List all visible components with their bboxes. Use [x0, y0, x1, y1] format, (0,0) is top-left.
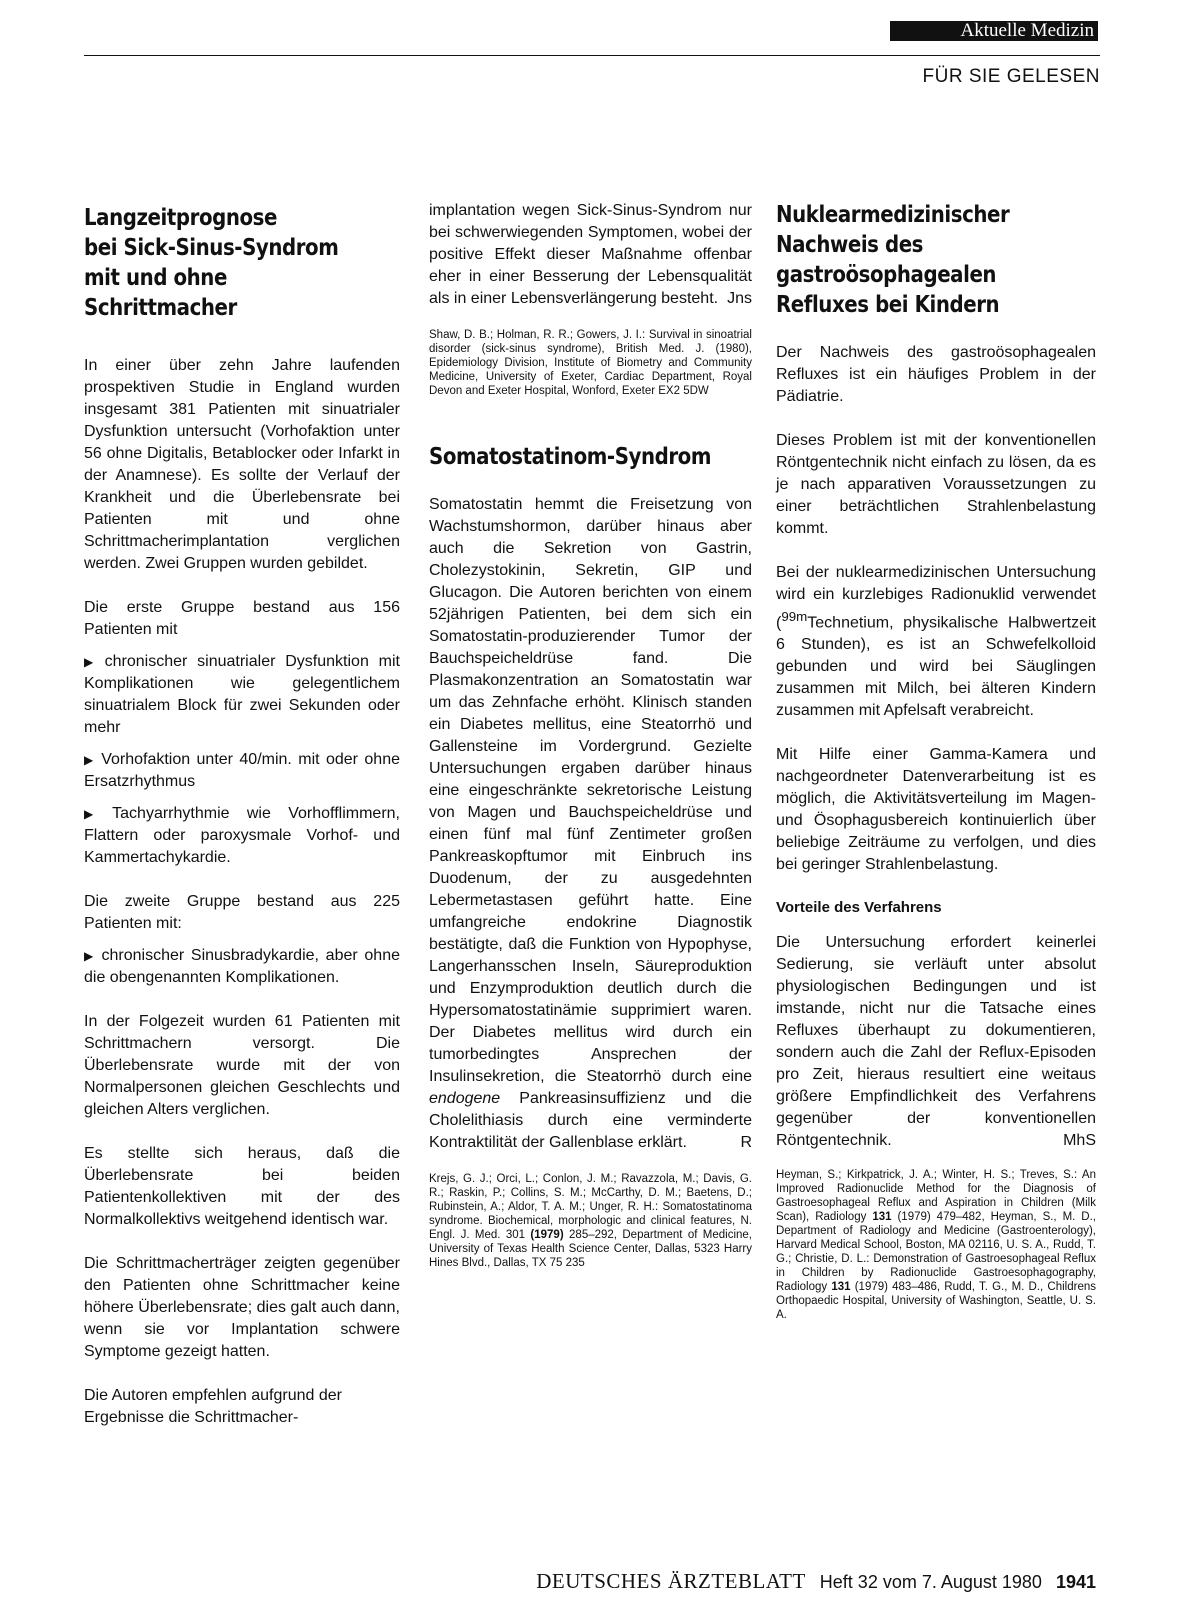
title-line: mit und ohne [84, 265, 227, 291]
article3-title [776, 200, 1051, 320]
article3-reference: Heyman, S.; Kirkpatrick, J. A.; Winter, H. S.; Treves, S.: An Improved Radionuclide Method for the Diagnosis of Gastroesophageal Reflux and Aspiration in Children (Milk Scan), Radiology 131 (1979) 479–482, Heyman, S., M. D., Department of Radiology and Medicine (Gastroenterology), Harvard Medical School, Boston, MA 02116, U. S. A., Rudd, T. G.; Christie, D. L.: Demonstration of Gastroesophageal Reflux in Children by Radionuclide Gastroesophagography, Radiology 131 (1979) 483–486, Rudd, T. G., M. D., Childrens Orthopaedic Hospital, University of Washington, Seattle, U. S. A. [776, 1169, 1097, 1322]
article1-paragraph: Die Schrittmacherträger zeigten gegenüber den Patienten ohne Schrittmacher keine höhere Überlebensrate; dies galt auch dann, wenn sie vor Implantation schwere Symptome gezeigt hatten. [84, 1255, 400, 1360]
issue-info: Heft 32 vom 7. August 1980 [819, 1572, 1042, 1592]
article1-bullet: ▶ Vorhofaktion unter 40/min. mit oder ohne Ersatzrhythmus [84, 751, 401, 790]
article1-paragraph: In der Folgezeit wurden 61 Patienten mit Schrittmachern versorgt. Die Überlebensrate wurde mit der von Normalpersonen gleichen Geschlechts und gleichen Alters verglichen. [84, 1013, 400, 1118]
title-line: bei Sick-Sinus-Syndrom [84, 235, 339, 261]
ref-year: (1979) [530, 1229, 564, 1241]
article1-paragraph: In einer über zehn Jahre laufenden prospektiven Studie in England wurden insgesamt 381 Patienten mit sinuatrialer Dysfunktion untersucht (Vorhofaktion unter 56 ohne Digitalis, Betablocker oder Infarkt in der Anamnese). Es sollte der Verlauf der Krankheit und die Überlebensrate bei Patienten mit und ohne Schrittmacherimplantation verglichen werden. Zwei Gruppen wurden gebildet. [84, 357, 400, 572]
bullet-icon: ▶ [84, 655, 99, 669]
article1-title [84, 203, 356, 323]
column-1 [84, 203, 400, 1429]
article3-signature: MhS [1063, 1132, 1096, 1150]
article1-paragraph: Die zweite Gruppe bestand aus 225 Patienten mit: [84, 893, 400, 932]
article1-bullet: ▶ Tachyarrhythmie wie Vorhofflimmern, Flattern oder paroxysmale Vorhof- und Kammertachykardie. [84, 805, 400, 866]
article3-paragraph: Dieses Problem ist mit der konventionellen Röntgentechnik nicht einfach zu lösen, da es je nach apparativen Voraussetzungen zu einer beträchtlichen Strahlenbelastung kommt. [776, 432, 1096, 537]
title-line: Nuklearmedizinischer [776, 202, 1010, 228]
article2-emphasis: endogene [429, 1090, 501, 1107]
column-2 [429, 200, 752, 1270]
title-line: Refluxes bei Kindern [776, 292, 1000, 318]
page-number: 1941 [1055, 1572, 1096, 1592]
isotope-superscript: 99m [781, 609, 808, 624]
article3-paragraph: Mit Hilfe einer Gamma-Kamera und nachgeordneter Datenverarbeitung ist es möglich, die Aktivitätsverteilung im Magen- und Ösophagusbereich kontinuierlich über beliebige Zeiträume zu verfolgen, und dies bei geringer Strahlenbelastung. [776, 746, 1096, 874]
title-line: gastroösophagealen [776, 262, 997, 288]
article2-signature: R [740, 1134, 752, 1151]
column-3 [776, 200, 1096, 1322]
title-line: Nachweis des [776, 232, 924, 258]
title-line: Langzeitprognose [84, 205, 278, 231]
article1-paragraph: Die erste Gruppe bestand aus 156 Patienten mit [84, 599, 400, 638]
article3-paragraph: Die Untersuchung erfordert keinerlei Sedierung, sie verläuft unter absolut physiologischen Bedingungen und ist imstande, nicht nur die Tatsache eines Refluxes überhaupt zu dokumentieren, sondern auch die Zahl der Reflux-Episoden pro Zeit, hieraus resultiert eine weitaus größere Empfindlichkeit des Verfahrens gegenüber der konventionellen Röntgentechnik. MhS [776, 932, 1096, 1152]
article1-paragraph: Es stellte sich heraus, daß die Überlebensrate bei beiden Patientenkollektiven mit der des Normalkollektivs weitgehend identisch war. [84, 1145, 400, 1228]
title-line: Schrittmacher [84, 295, 237, 321]
bullet-icon: ▶ [84, 753, 96, 767]
journal-name: DEUTSCHES ÄRZTEBLATT [536, 1569, 806, 1593]
section-tag: Aktuelle Medizin [890, 21, 1098, 41]
article1-bullet: ▶ chronischer Sinusbradykardie, aber ohne die obengenannten Komplikationen. [84, 947, 400, 986]
ref-volume: 131 [831, 1281, 851, 1294]
bullet-icon: ▶ [84, 807, 107, 821]
article2-reference: Krejs, G. J.; Orci, L.; Conlon, J. M.; Ravazzola, M.; Davis, G. R.; Raskin, P.; Collins, S. M.; McCarthy, D. M.; Baetens, D.; Rubinstein, A.; Aldor, T. A. M.; Unger, R. H.: Somatostatinoma syndrome. Biochemical, morphologic and clinical features, N. Engl. J. Med. 301 (1979) 285–292, Department of Medicine, University of Texas Health Science Center, Dallas, 5323 Harry Hines Blvd., Dallas, TX 75 235 [429, 1173, 752, 1269]
article2-paragraph: Somatostatin hemmt die Freisetzung von Wachstumshormon, darüber hinaus aber auch die Sekretion von Gastrin, Cholezystokinin, Sekretin, GIP und Glucagon. Die Autoren berichten von einem 52jährigen Patienten, bei dem sich ein Somatostatin-produzierender Tumor der Bauchspeicheldrüse fand. Die Plasmakonzentration an Somatostatin war um das Zehnfache erhöht. Klinisch standen ein Diabetes mellitus, eine Steatorrhö und Gallensteine im Vordergrund. Gezielte Untersuchungen ergaben darüber hinaus eine eingeschränkte sekretorische Leistung von Magen und Bauchspeicheldrüse und einen fünf mal fünf Zentimeter großen Pankreaskopftumor mit Einbruch ins Duodenum, der zu ausgedehnten Lebermetastasen geführt hatte. Eine umfangreiche endokrine Diagnostik bestätigte, daß die Funktion von Hypophyse, Langerhansschen Inseln, Säureproduktion und Enzymproduktion deutlich durch die Hypersomatostatinämie supprimiert waren. Der Diabetes mellitus wird durch ein tumorbedingtes Ansprechen der Insulinsekretion, die Steatorrhö durch eine endogene Pankreasinsuffizienz und die Cholelithiasis durch eine verminderte Kontraktilität der Gallenblase erklärt. R [429, 494, 752, 1154]
bullet-icon: ▶ [84, 949, 96, 963]
article3-paragraph: Bei der nuklearmedizinischen Untersuchung wird ein kurzlebiges Radionuklid verwendet ($^{99m}$Technetium, physikalische Halbwertzeit 6 Stunden), es ist an Schwefelkolloid gebunden und wird bei Säuglingen zusammen mit Milch, bei älteren Kindern zusammen mit Apfelsaft verabreicht. [776, 564, 1096, 720]
article3-subheading: Vorteile des Verfahrens [776, 899, 942, 917]
article1-bullet: ▶ chronischer sinuatrialer Dysfunktion mit Komplikationen wie gelegentlichem sinuatrialem Block für zwei Sekunden oder mehr [84, 653, 401, 736]
article1-reference: Shaw, D. B.; Holman, R. R.; Gowers, J. I.: Survival in sinoatrial disorder (sick-sinus syndrome), British Med. J. (1980), Epidemiology Division, Institute of Biometry and Community Medicine, University of Exeter, Cardiac Department, Royal Devon and Exeter Hospital, Wonford, Exeter EX2 5DW [429, 329, 752, 397]
ref-volume: 131 [872, 1211, 892, 1224]
page-footer [536, 1569, 1096, 1594]
article1-signature: Jns [727, 290, 752, 307]
top-rule [84, 55, 1100, 56]
article2-title: Somatostatinom-Syndrom [429, 444, 712, 470]
article1-paragraph-continued: implantation wegen Sick-Sinus-Syndrom nur bei schwerwiegenden Symptomen, wobei der positive Effekt dieser Maßnahme offenbar eher in einer Besserung der Lebensqualität als in einer Lebensverlängerung besteht. Jns [429, 200, 752, 310]
rubric-label: FÜR SIE GELESEN [922, 66, 1100, 87]
article3-paragraph: Der Nachweis des gastroösophagealen Refluxes ist ein häufiges Problem in der Pädiatrie. [776, 344, 1096, 405]
article1-paragraph: Die Autoren empfehlen aufgrund der Ergebnisse die Schrittmacher- [84, 1387, 342, 1426]
